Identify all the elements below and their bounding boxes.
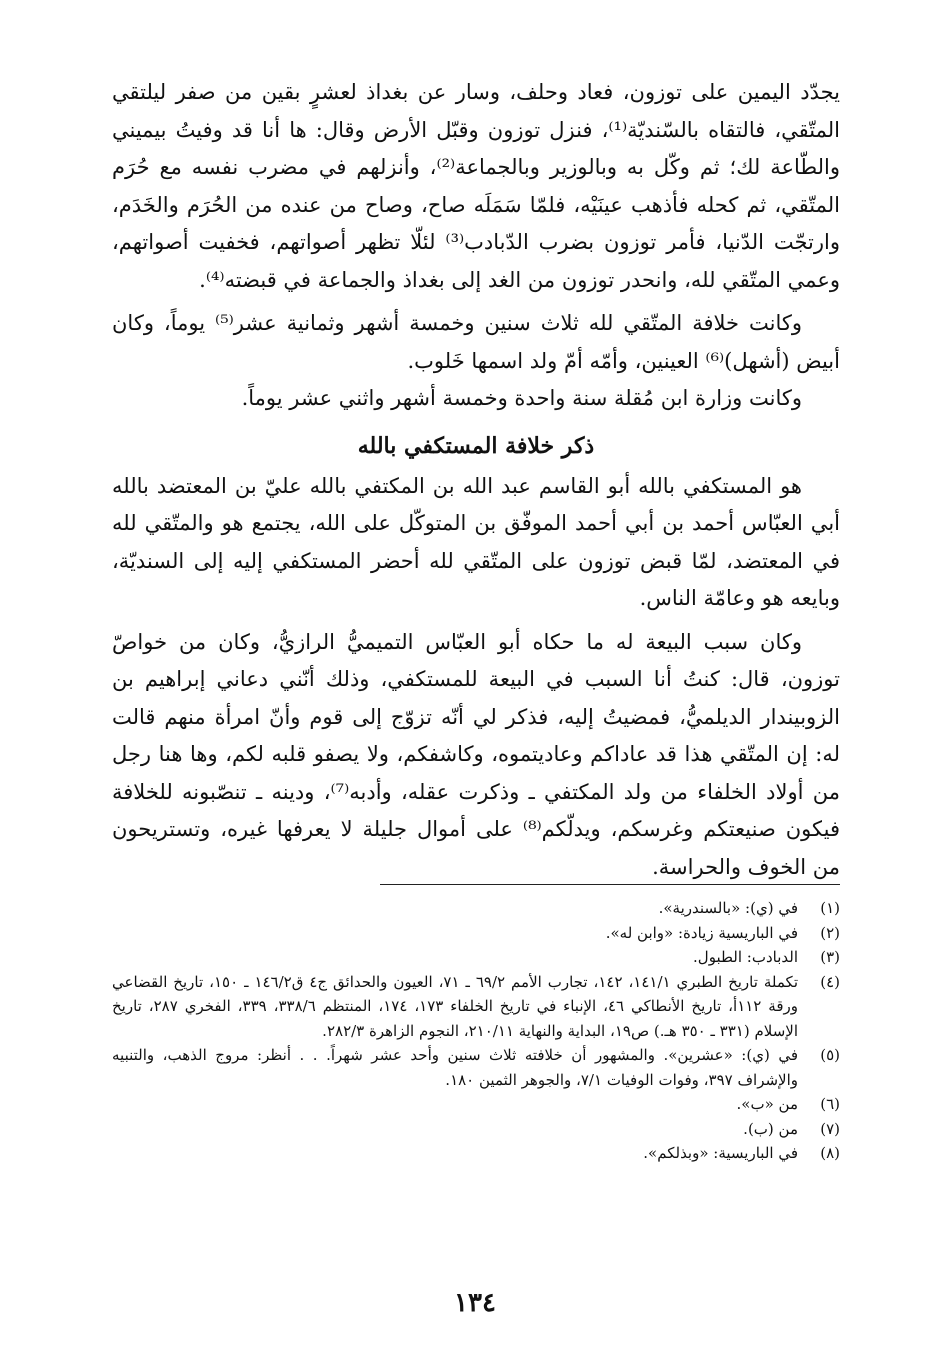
footnote-text: الدبادب: الطبول. — [693, 948, 798, 966]
footnote-number: (١) — [820, 899, 840, 917]
footnote-divider — [380, 884, 840, 885]
footnote-number: (٣) — [820, 948, 840, 966]
footnote — [112, 1092, 840, 1117]
footnote — [112, 945, 840, 970]
main-text — [112, 74, 840, 886]
footnote — [112, 1043, 840, 1092]
footnote-number: (٨) — [820, 1144, 840, 1162]
footnote-text: في الباريسية زيادة: «وابن له». — [605, 923, 798, 942]
section-heading: ذكر خلافة المستكفي بالله — [357, 432, 595, 459]
footnote-text: من «ب». — [736, 1095, 798, 1113]
footnote — [112, 1117, 840, 1142]
footnote-number: (٢) — [820, 923, 840, 942]
paragraph-1: يجدّد اليمين على توزون، فعاد وحلف، وسار عن بغداذ لعشرٍ بقين من صفر ليلتقي المتّقي، فالتقاه بالسّنديّة⁽¹⁾، فنزل توزون وقبّل الأرض وقال: ها أنا قد وفيتُ بيميني والطّاعة لك؛ ثم وكّل به وبالوزير وبالجماعة⁽²⁾، وأنزلهم في مضرب نفسه مع حُرَم المتّقي، ثم كحله فأذهب عينَيْه، فلمّا سَمَلَه صاح، وصاح من عنده من الحُرَم والخَدَم، وارتجّت الدّنيا، فأمر توزون بضرب الدّبادب⁽³⁾ لئلّا تظهر أصواتهم، فخفيت أصواتهم، وعمي المتّقي لله، وانحدر توزون من الغد إلى بغداذ والجماعة في قبضته⁽⁴⁾. — [112, 80, 841, 292]
footnote-text: في (ي): «عشرين». والمشهور أن خلافته ثلاث سنين وأحد عشر شهراً. . . أنظر: مروج الذهب، والتنبيه والإشراف ٣٩٧، وفوات الوفيات ٧/١، والجوهر الثمين ١٨٠. — [112, 1046, 798, 1089]
footnote — [112, 1141, 840, 1166]
paragraph-5: وكان سبب البيعة له ما حكاه أبو العبّاس التميميُّ الرازيُّ، وكان من خواصّ توزون، قال: كنتُ أنا السبب في البيعة للمستكفي، وذلك أنّني دعاني إبراهيم بن الزوبيندار الديلميُّ، فمضيتُ إليه، فذكر لي أنّه تزوّج إلى قوم وأنّ امرأة منهم قالت له: إن المتّقي هذا قد عاداكم وعاديتموه، وكاشفكم، ولا يصفو قلبه لكم، وها هنا رجل من أولاد الخلفاء من ولد المكتفي ـ وذكرت عقله، وأدبه⁽⁷⁾، ودينه ـ تنصّبونه للخلافة فيكون صنيعتكم وغرسكم، ويدلّكم⁽⁸⁾ على أموال جليلة لا يعرفها غيره، وتستريحون من الخوف والحراسة. — [112, 629, 840, 879]
footnote-number: (٧) — [820, 1119, 840, 1138]
footnote-text: في الباريسية: «وبذلكم». — [643, 1144, 798, 1162]
footnote-text: تكملة تاريخ الطبري ١٤١/١، ١٤٢، تجارب الأمم ٦٩/٢ ـ ٧١، العيون والحدائق ج٤ ق١٤٦/٢ ـ ١٥٠، تاريخ القضاعي ورقة ١١٢أ، تاريخ الأنطاكي ٤٦، الإنباء في تاريخ الخلفاء ١٧٣، ١٧٤، المنتظم ٣٣٨/٦، ٣٣٩، الفخري ٢٨٧، تاريخ الإسلام (٣٣١ ـ ٣٥٠ هـ.) ص١٩، البداية والنهاية ٢١٠/١١، النجوم الزاهرة ٢٨٢/٣. — [112, 972, 799, 1040]
footnote — [112, 970, 840, 1044]
footnote-number: (٤) — [820, 972, 840, 991]
paragraph-3: وكانت وزارة ابن مُقلة سنة واحدة وخمسة أشهر واثني عشر يوماً. — [241, 386, 802, 410]
footnote — [112, 896, 840, 921]
paragraph-2: وكانت خلافة المتّقي لله ثلاث سنين وخمسة أشهر وثمانية عشر⁽⁵⁾ يوماً، وكان أبيض (أشهل)⁽⁶⁾ العينين، وأمّه أمّ ولد اسمها خَلوب. — [112, 311, 840, 373]
footnote-text: في (ي): «بالسندرية». — [658, 899, 798, 917]
page-number: ١٣٤ — [454, 1288, 496, 1318]
footnote-text: من (ب). — [743, 1119, 798, 1138]
footnote-number: (٦) — [820, 1095, 840, 1113]
paragraph-4: هو المستكفي بالله أبو القاسم عبد الله بن المكتفي بالله عليّ بن المعتضد بالله أبي العبّاس أحمد بن أبي أحمد الموفّق بن المتوكّل على الله، يجتمع هو والمتّقي لله في المعتضد، لمّا قبض توزون على المتّقي لله أحضر المستكفي إليه إلى السنديّة، وبايعه هو وعامّة الناس. — [112, 473, 840, 610]
footnote-number: (٥) — [820, 1046, 840, 1064]
footnotes — [112, 896, 840, 1166]
footnote — [112, 921, 840, 946]
